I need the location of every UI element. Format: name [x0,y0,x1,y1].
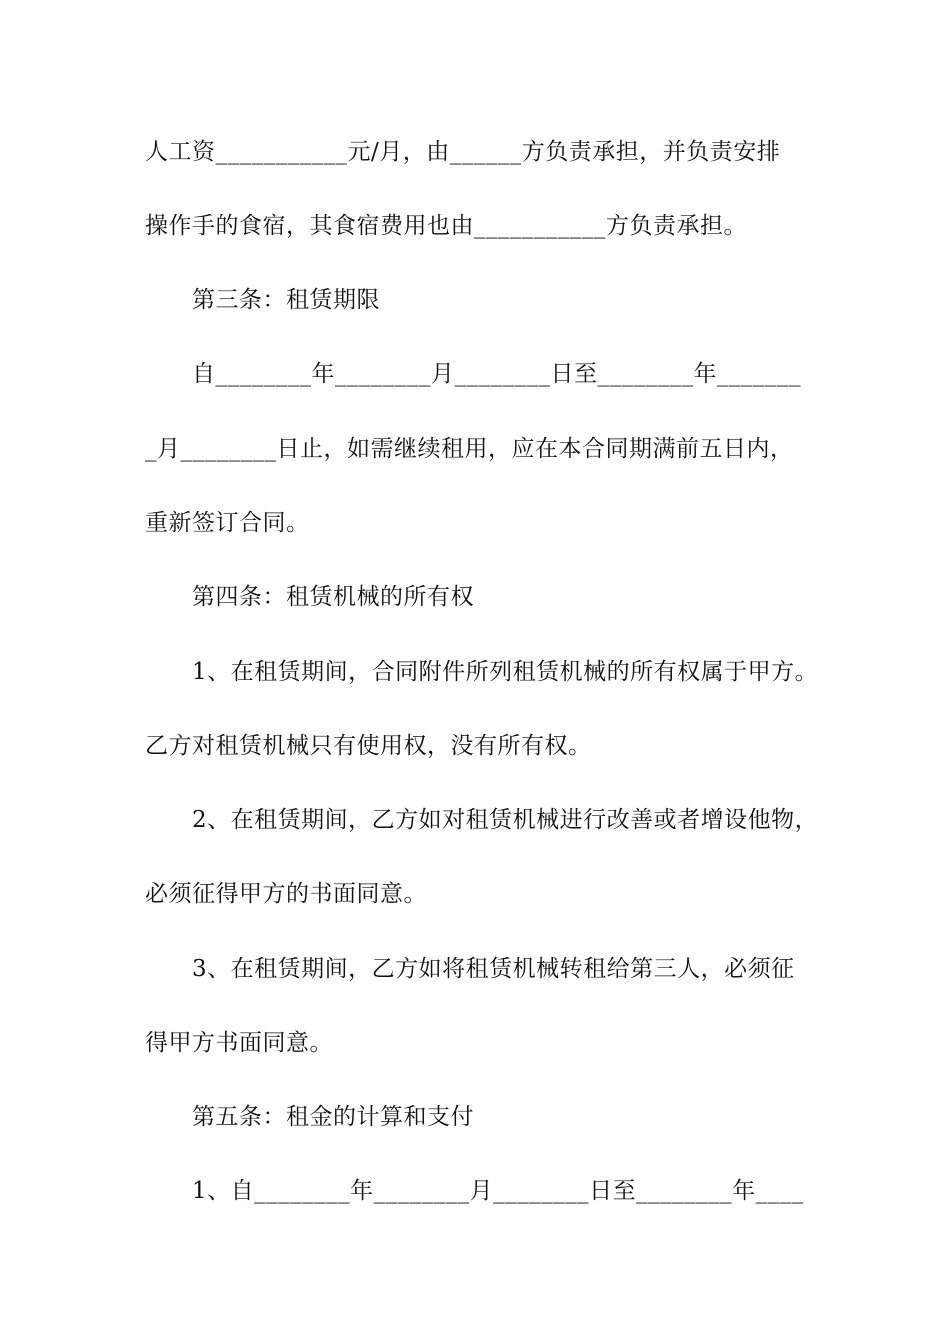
paragraph-line: 重新签订合同。 [145,510,310,536]
paragraph-line: 必须征得甲方的书面同意。 [145,881,427,907]
paragraph-line: 得甲方书面同意。 [145,1030,333,1056]
paragraph-line: _月________日止，如需继续租用，应在本合同期满前五日内， [145,436,794,462]
paragraph-line: 2、在租赁期间，乙方如对租赁机械进行改善或者增设他物， [192,807,819,833]
paragraph-line: 自________年________月________日至________年_______ [192,361,801,387]
section-heading: 第五条：租金的计算和支付 [192,1104,474,1130]
paragraph-line: 人工资___________元/月，由______方负责承担，并负责安排 [145,139,781,165]
paragraph-line: 操作手的食宿，其食宿费用也由___________方负责承担。 [145,213,747,239]
section-heading: 第三条：租赁期限 [192,287,380,313]
section-heading: 第四条：租赁机械的所有权 [192,584,474,610]
paragraph-line: 1、在租赁期间，合同附件所列租赁机械的所有权属于甲方。 [192,659,819,685]
paragraph-line: 1、自________年________月________日至________年____ [192,1178,804,1204]
paragraph-line: 3、在租赁期间，乙方如将租赁机械转租给第三人，必须征 [192,956,795,982]
paragraph-line: 乙方对租赁机械只有使用权，没有所有权。 [145,733,592,759]
